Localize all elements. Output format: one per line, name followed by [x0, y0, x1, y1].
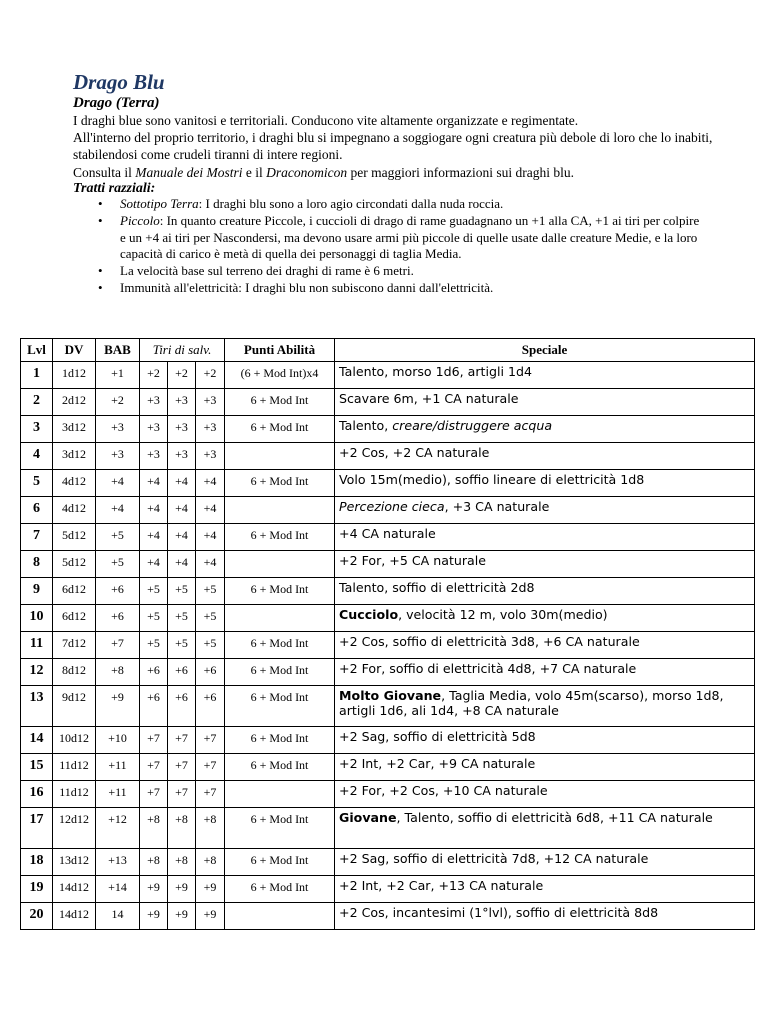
cell-lvl: 6 — [21, 497, 53, 524]
cell-speciale — [335, 524, 755, 551]
table-row — [21, 754, 755, 781]
cell-punti-abilita: 6 + Mod Int — [225, 389, 335, 416]
cell-save-2: +5 — [168, 578, 196, 605]
cell-save-1: +4 — [140, 524, 168, 551]
cell-lvl: 12 — [21, 659, 53, 686]
cell-save-1: +4 — [140, 470, 168, 497]
cell-bab: +6 — [96, 578, 140, 605]
table-row — [21, 524, 755, 551]
book-draconomicon: Draconomicon — [266, 164, 348, 180]
traits-heading: Tratti razziali: — [73, 181, 156, 196]
cell-punti-abilita — [225, 781, 335, 808]
cell-bab: +5 — [96, 524, 140, 551]
cell-save-2: +9 — [168, 876, 196, 903]
trait-item — [98, 280, 708, 296]
cell-save-1: +5 — [140, 578, 168, 605]
cell-save-2: +5 — [168, 632, 196, 659]
cell-speciale — [335, 754, 755, 781]
speciale-text: +2 Int, +2 Car, +13 CA naturale — [339, 878, 544, 893]
cell-save-3: +8 — [196, 849, 225, 876]
table-row — [21, 903, 755, 930]
speciale-text: +2 Cos, +2 CA naturale — [339, 445, 490, 460]
cell-dv: 5d12 — [53, 551, 96, 578]
cell-save-1: +2 — [140, 362, 168, 389]
table-row — [21, 632, 755, 659]
cell-lvl: 9 — [21, 578, 53, 605]
bullet-icon: • — [98, 280, 103, 296]
cell-save-2: +3 — [168, 416, 196, 443]
table-row — [21, 876, 755, 903]
trait-term: Piccolo — [120, 213, 160, 229]
cell-dv: 12d12 — [53, 808, 96, 849]
cell-save-3: +5 — [196, 578, 225, 605]
cell-save-3: +4 — [196, 551, 225, 578]
cell-save-2: +4 — [168, 524, 196, 551]
cell-punti-abilita — [225, 497, 335, 524]
cell-speciale — [335, 781, 755, 808]
cell-save-1: +7 — [140, 781, 168, 808]
cell-save-3: +8 — [196, 808, 225, 849]
table-row — [21, 808, 755, 849]
header-tiri-salvezza: Tiri di salv. — [140, 339, 225, 362]
cell-speciale — [335, 470, 755, 497]
cell-save-1: +5 — [140, 605, 168, 632]
cell-punti-abilita: 6 + Mod Int — [225, 808, 335, 849]
bullet-icon: • — [98, 263, 103, 279]
speciale-text: +2 For, soffio di elettricità 4d8, +7 CA naturale — [339, 661, 637, 676]
cell-dv: 4d12 — [53, 497, 96, 524]
header-dv: DV — [53, 339, 96, 362]
cell-bab: 14 — [96, 903, 140, 930]
speciale-text: +2 For, +5 CA naturale — [339, 553, 487, 568]
cell-save-1: +5 — [140, 632, 168, 659]
table-row — [21, 389, 755, 416]
cell-punti-abilita — [225, 903, 335, 930]
cell-punti-abilita: 6 + Mod Int — [225, 686, 335, 727]
cell-dv: 13d12 — [53, 849, 96, 876]
cell-save-2: +8 — [168, 849, 196, 876]
cell-save-1: +8 — [140, 808, 168, 849]
trait-text: : I draghi blu sono a loro agio circondati dalla nuda roccia. — [198, 196, 504, 211]
cell-speciale — [335, 903, 755, 930]
cell-punti-abilita: 6 + Mod Int — [225, 876, 335, 903]
cell-punti-abilita: 6 + Mod Int — [225, 632, 335, 659]
cell-lvl: 4 — [21, 443, 53, 470]
speciale-text: Scavare 6m, +1 CA naturale — [339, 391, 519, 406]
speciale-text: +2 Sag, soffio di elettricità 5d8 — [339, 729, 536, 744]
page-title: Drago Blu — [73, 70, 165, 94]
speciale-text: Talento, soffio di elettricità 2d8 — [339, 580, 535, 595]
cell-lvl: 18 — [21, 849, 53, 876]
consult-prefix: Consulta il — [73, 164, 136, 180]
cell-speciale — [335, 686, 755, 727]
cell-save-2: +7 — [168, 754, 196, 781]
table-row — [21, 686, 755, 727]
cell-lvl: 1 — [21, 362, 53, 389]
cell-punti-abilita: 6 + Mod Int — [225, 754, 335, 781]
cell-dv: 2d12 — [53, 389, 96, 416]
trait-item — [98, 196, 708, 212]
cell-save-2: +6 — [168, 659, 196, 686]
table-row — [21, 781, 755, 808]
table-row — [21, 443, 755, 470]
cell-save-2: +4 — [168, 551, 196, 578]
cell-speciale — [335, 551, 755, 578]
speciale-italic-text: creare/distruggere acqua — [392, 418, 553, 433]
cell-lvl: 2 — [21, 389, 53, 416]
cell-dv: 11d12 — [53, 781, 96, 808]
cell-punti-abilita: 6 + Mod Int — [225, 416, 335, 443]
cell-save-1: +7 — [140, 754, 168, 781]
cell-save-1: +9 — [140, 876, 168, 903]
cell-punti-abilita: (6 + Mod Int)x4 — [225, 362, 335, 389]
speciale-text: , velocità 12 m, volo 30m(medio) — [398, 607, 608, 622]
cell-dv: 3d12 — [53, 443, 96, 470]
speciale-age-category: Cucciolo — [339, 607, 399, 622]
progression-table — [20, 338, 755, 930]
cell-save-3: +7 — [196, 781, 225, 808]
cell-save-2: +2 — [168, 362, 196, 389]
cell-bab: +8 — [96, 659, 140, 686]
cell-save-2: +4 — [168, 470, 196, 497]
header-bab: BAB — [96, 339, 140, 362]
speciale-text: +4 CA naturale — [339, 526, 436, 541]
cell-save-3: +7 — [196, 754, 225, 781]
speciale-text: Talento, morso 1d6, artigli 1d4 — [339, 364, 533, 379]
cell-bab: +13 — [96, 849, 140, 876]
cell-save-3: +3 — [196, 389, 225, 416]
cell-save-3: +9 — [196, 903, 225, 930]
table-row — [21, 849, 755, 876]
cell-save-3: +5 — [196, 632, 225, 659]
cell-punti-abilita — [225, 605, 335, 632]
cell-bab: +9 — [96, 686, 140, 727]
cell-save-1: +6 — [140, 659, 168, 686]
cell-dv: 6d12 — [53, 605, 96, 632]
trait-text: La velocità base sul terreno dei draghi di rame è 6 metri. — [120, 263, 414, 279]
cell-save-1: +9 — [140, 903, 168, 930]
cell-bab: +2 — [96, 389, 140, 416]
cell-punti-abilita: 6 + Mod Int — [225, 470, 335, 497]
table-row — [21, 551, 755, 578]
cell-speciale — [335, 389, 755, 416]
cell-dv: 9d12 — [53, 686, 96, 727]
cell-speciale — [335, 443, 755, 470]
cell-speciale — [335, 497, 755, 524]
cell-save-3: +9 — [196, 876, 225, 903]
cell-save-3: +5 — [196, 605, 225, 632]
cell-lvl: 17 — [21, 808, 53, 849]
bullet-icon: • — [98, 213, 103, 229]
cell-save-1: +3 — [140, 443, 168, 470]
cell-bab: +11 — [96, 754, 140, 781]
cell-dv: 7d12 — [53, 632, 96, 659]
cell-save-3: +6 — [196, 686, 225, 727]
cell-lvl: 7 — [21, 524, 53, 551]
intro-line-2: All'interno del proprio territorio, i draghi blu si impegnano a soggiogare ogni creatura più debole di loro che lo inabiti, stabilendosi come crudeli tiranni di intere regioni. — [73, 130, 713, 163]
cell-save-3: +7 — [196, 727, 225, 754]
cell-bab: +3 — [96, 443, 140, 470]
speciale-text: Volo 15m(medio), soffio lineare di elettricità 1d8 — [339, 472, 645, 487]
table-row — [21, 497, 755, 524]
cell-punti-abilita: 6 + Mod Int — [225, 727, 335, 754]
cell-lvl: 5 — [21, 470, 53, 497]
table-row — [21, 727, 755, 754]
cell-speciale — [335, 727, 755, 754]
cell-punti-abilita — [225, 443, 335, 470]
speciale-age-category: Giovane — [339, 810, 397, 825]
table-row — [21, 605, 755, 632]
cell-speciale — [335, 605, 755, 632]
cell-bab: +10 — [96, 727, 140, 754]
cell-dv: 14d12 — [53, 876, 96, 903]
trait-item — [98, 213, 708, 262]
cell-lvl: 3 — [21, 416, 53, 443]
cell-bab: +5 — [96, 551, 140, 578]
table-row — [21, 416, 755, 443]
cell-speciale — [335, 808, 755, 849]
intro-line-1: I draghi blue sono vanitosi e territoriali. Conducono vite altamente organizzate e regimentate. — [73, 113, 579, 128]
table-row — [21, 470, 755, 497]
cell-save-1: +8 — [140, 849, 168, 876]
cell-speciale — [335, 659, 755, 686]
cell-save-1: +4 — [140, 551, 168, 578]
cell-punti-abilita — [225, 551, 335, 578]
cell-bab: +14 — [96, 876, 140, 903]
cell-save-2: +9 — [168, 903, 196, 930]
cell-save-3: +3 — [196, 416, 225, 443]
speciale-text: +2 For, +2 Cos, +10 CA naturale — [339, 783, 548, 798]
cell-speciale — [335, 578, 755, 605]
cell-bab: +11 — [96, 781, 140, 808]
speciale-text: +2 Cos, soffio di elettricità 3d8, +6 CA naturale — [339, 634, 640, 649]
cell-save-1: +6 — [140, 686, 168, 727]
header-punti-abilita: Punti Abilità — [225, 339, 335, 362]
speciale-text: , Talento, soffio di elettricità 6d8, +11 CA naturale — [396, 810, 713, 825]
speciale-text-tail: , +3 CA naturale — [444, 499, 550, 514]
cell-bab: +6 — [96, 605, 140, 632]
cell-dv: 8d12 — [53, 659, 96, 686]
trait-item — [98, 263, 708, 279]
cell-dv: 5d12 — [53, 524, 96, 551]
cell-lvl: 11 — [21, 632, 53, 659]
cell-save-2: +8 — [168, 808, 196, 849]
trait-term: Sottotipo Terra — [120, 196, 199, 211]
consult-suffix: per maggiori informazioni sui draghi blu. — [347, 164, 574, 180]
cell-lvl: 15 — [21, 754, 53, 781]
book-manuale: Manuale dei Mostri — [135, 164, 243, 180]
cell-punti-abilita: 6 + Mod Int — [225, 849, 335, 876]
header-speciale: Speciale — [335, 339, 755, 362]
cell-speciale — [335, 362, 755, 389]
intro-consult — [73, 164, 733, 181]
cell-bab: +1 — [96, 362, 140, 389]
cell-speciale — [335, 876, 755, 903]
cell-save-1: +4 — [140, 497, 168, 524]
cell-dv: 10d12 — [53, 727, 96, 754]
speciale-text: +2 Cos, incantesimi (1°lvl), soffio di elettricità 8d8 — [339, 905, 659, 920]
cell-bab: +4 — [96, 470, 140, 497]
intro-text — [73, 112, 733, 181]
speciale-text: , Taglia Media, volo 45m(scarso), morso 1d8, artigli 1d6, ali 1d4, +8 CA naturale — [339, 688, 724, 718]
cell-lvl: 16 — [21, 781, 53, 808]
speciale-text: Talento, — [339, 418, 393, 433]
cell-save-3: +2 — [196, 362, 225, 389]
cell-punti-abilita: 6 + Mod Int — [225, 524, 335, 551]
cell-speciale — [335, 416, 755, 443]
bullet-icon: • — [98, 196, 103, 211]
cell-punti-abilita: 6 + Mod Int — [225, 659, 335, 686]
cell-save-2: +3 — [168, 443, 196, 470]
consult-mid: e il — [242, 164, 267, 180]
trait-text: : In quanto creature Piccole, i cuccioli di drago di rame guadagnano un +1 alla CA, +1 ai tiri per colpire e un +4 ai tiri per Nascondersi, ma devono usare armi più piccole di quelle usate dalle creature Medie, e la loro capacità di carico è metà di quella dei personaggi di taglia Media. — [120, 213, 700, 261]
page-subtitle: Drago (Terra) — [73, 95, 160, 111]
cell-bab: +12 — [96, 808, 140, 849]
cell-save-1: +7 — [140, 727, 168, 754]
cell-save-3: +4 — [196, 497, 225, 524]
cell-speciale — [335, 849, 755, 876]
speciale-italic-text: Percezione cieca — [339, 499, 445, 514]
cell-bab: +7 — [96, 632, 140, 659]
table-row — [21, 362, 755, 389]
speciale-text: +2 Int, +2 Car, +9 CA naturale — [339, 756, 536, 771]
speciale-text: +2 Sag, soffio di elettricità 7d8, +12 CA naturale — [339, 851, 649, 866]
table-body — [21, 362, 755, 930]
cell-lvl: 8 — [21, 551, 53, 578]
cell-punti-abilita: 6 + Mod Int — [225, 578, 335, 605]
cell-dv: 1d12 — [53, 362, 96, 389]
trait-text: Immunità all'elettricità: I draghi blu non subiscono danni dall'elettricità. — [120, 280, 494, 296]
cell-lvl: 19 — [21, 876, 53, 903]
cell-bab: +4 — [96, 497, 140, 524]
traits-list — [98, 196, 708, 298]
cell-dv: 4d12 — [53, 470, 96, 497]
cell-dv: 6d12 — [53, 578, 96, 605]
cell-dv: 11d12 — [53, 754, 96, 781]
cell-bab: +3 — [96, 416, 140, 443]
table-row — [21, 578, 755, 605]
cell-dv: 14d12 — [53, 903, 96, 930]
cell-save-3: +4 — [196, 470, 225, 497]
speciale-age-category: Molto Giovane — [339, 688, 442, 703]
cell-save-2: +7 — [168, 727, 196, 754]
cell-save-1: +3 — [140, 389, 168, 416]
cell-save-2: +6 — [168, 686, 196, 727]
cell-speciale — [335, 632, 755, 659]
cell-save-3: +6 — [196, 659, 225, 686]
cell-lvl: 10 — [21, 605, 53, 632]
cell-lvl: 20 — [21, 903, 53, 930]
cell-save-2: +5 — [168, 605, 196, 632]
cell-save-2: +7 — [168, 781, 196, 808]
cell-save-2: +4 — [168, 497, 196, 524]
header-lvl: Lvl — [21, 339, 53, 362]
cell-save-3: +4 — [196, 524, 225, 551]
cell-save-2: +3 — [168, 389, 196, 416]
cell-dv: 3d12 — [53, 416, 96, 443]
cell-save-3: +3 — [196, 443, 225, 470]
cell-lvl: 13 — [21, 686, 53, 727]
table-row — [21, 659, 755, 686]
cell-lvl: 14 — [21, 727, 53, 754]
table-header-row — [21, 339, 755, 362]
cell-save-1: +3 — [140, 416, 168, 443]
